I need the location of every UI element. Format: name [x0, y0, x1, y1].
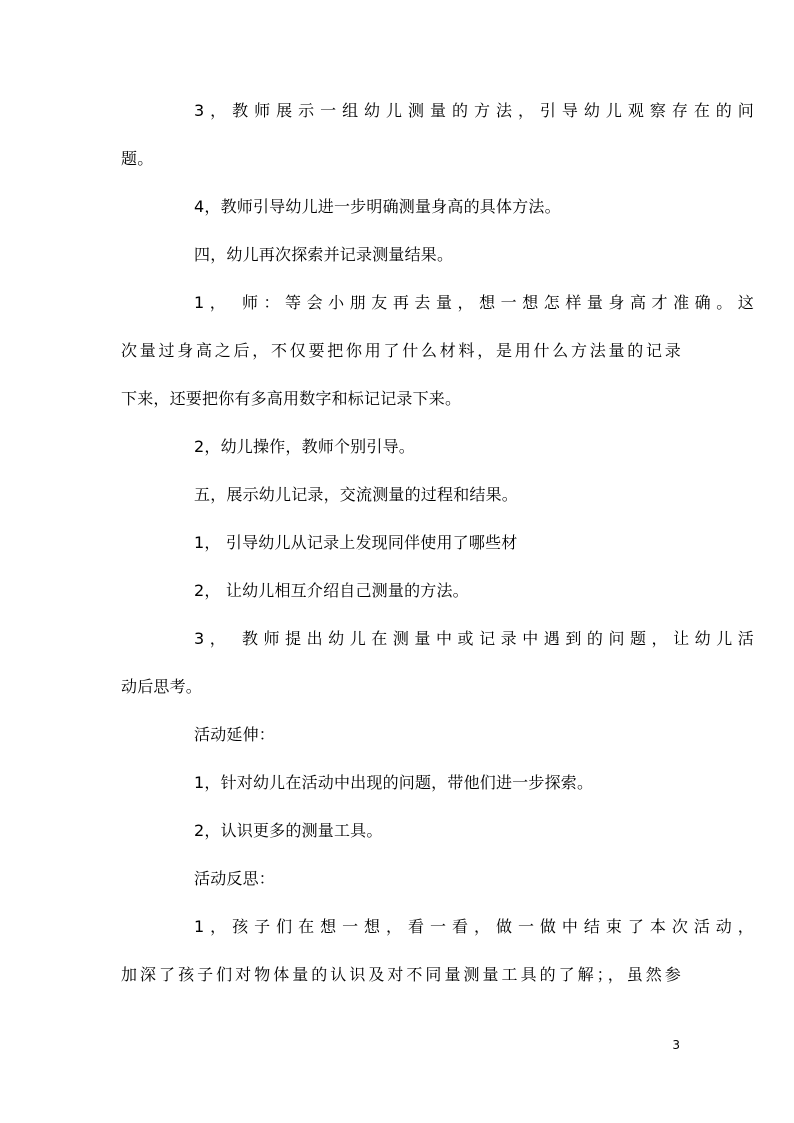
body-line: 题。 — [121, 149, 154, 168]
body-line: 3， 教师提出幼儿在测量中或记录中遇到的问题，让幼儿活 — [194, 629, 754, 648]
section-heading: 活动延伸： — [194, 725, 276, 744]
body-line: 下来，还要把你有多高用数字和标记记录下来。 — [121, 389, 462, 408]
body-line: 四，幼儿再次探索并记录测量结果。 — [194, 245, 454, 264]
body-line: 2，认识更多的测量工具。 — [194, 821, 383, 840]
body-line: 1， 引导幼儿从记录上发现同伴使用了哪些材 — [194, 533, 518, 552]
body-line: 3，教师展示一组幼儿测量的方法，引导幼儿观察存在的问 — [194, 101, 754, 120]
body-line: 五，展示幼儿记录，交流测量的过程和结果。 — [194, 485, 519, 504]
body-line: 2， 让幼儿相互介绍自己测量的方法。 — [194, 581, 469, 600]
body-line: 1，孩子们在想一想，看一看，做一做中结束了本次活动， — [194, 917, 754, 936]
body-line: 4，教师引导幼儿进一步明确测量身高的具体方法。 — [194, 197, 561, 216]
body-line: 1， 师：等会小朋友再去量，想一想怎样量身高才准确。这 — [194, 293, 754, 312]
body-line: 2，幼儿操作，教师个别引导。 — [194, 437, 415, 456]
section-heading: 活动反思： — [194, 869, 276, 888]
body-line: 次量过身高之后，不仅要把你用了什么材料，是用什么方法量的记录 — [121, 341, 681, 360]
body-line: 动后思考。 — [121, 677, 203, 696]
body-line: 1，针对幼儿在活动中出现的问题，带他们进一步探索。 — [194, 773, 594, 792]
body-line: 加深了孩子们对物体量的认识及对不同量测量工具的了解；，虽然参 — [121, 965, 681, 984]
page-number: 3 — [672, 1038, 680, 1052]
